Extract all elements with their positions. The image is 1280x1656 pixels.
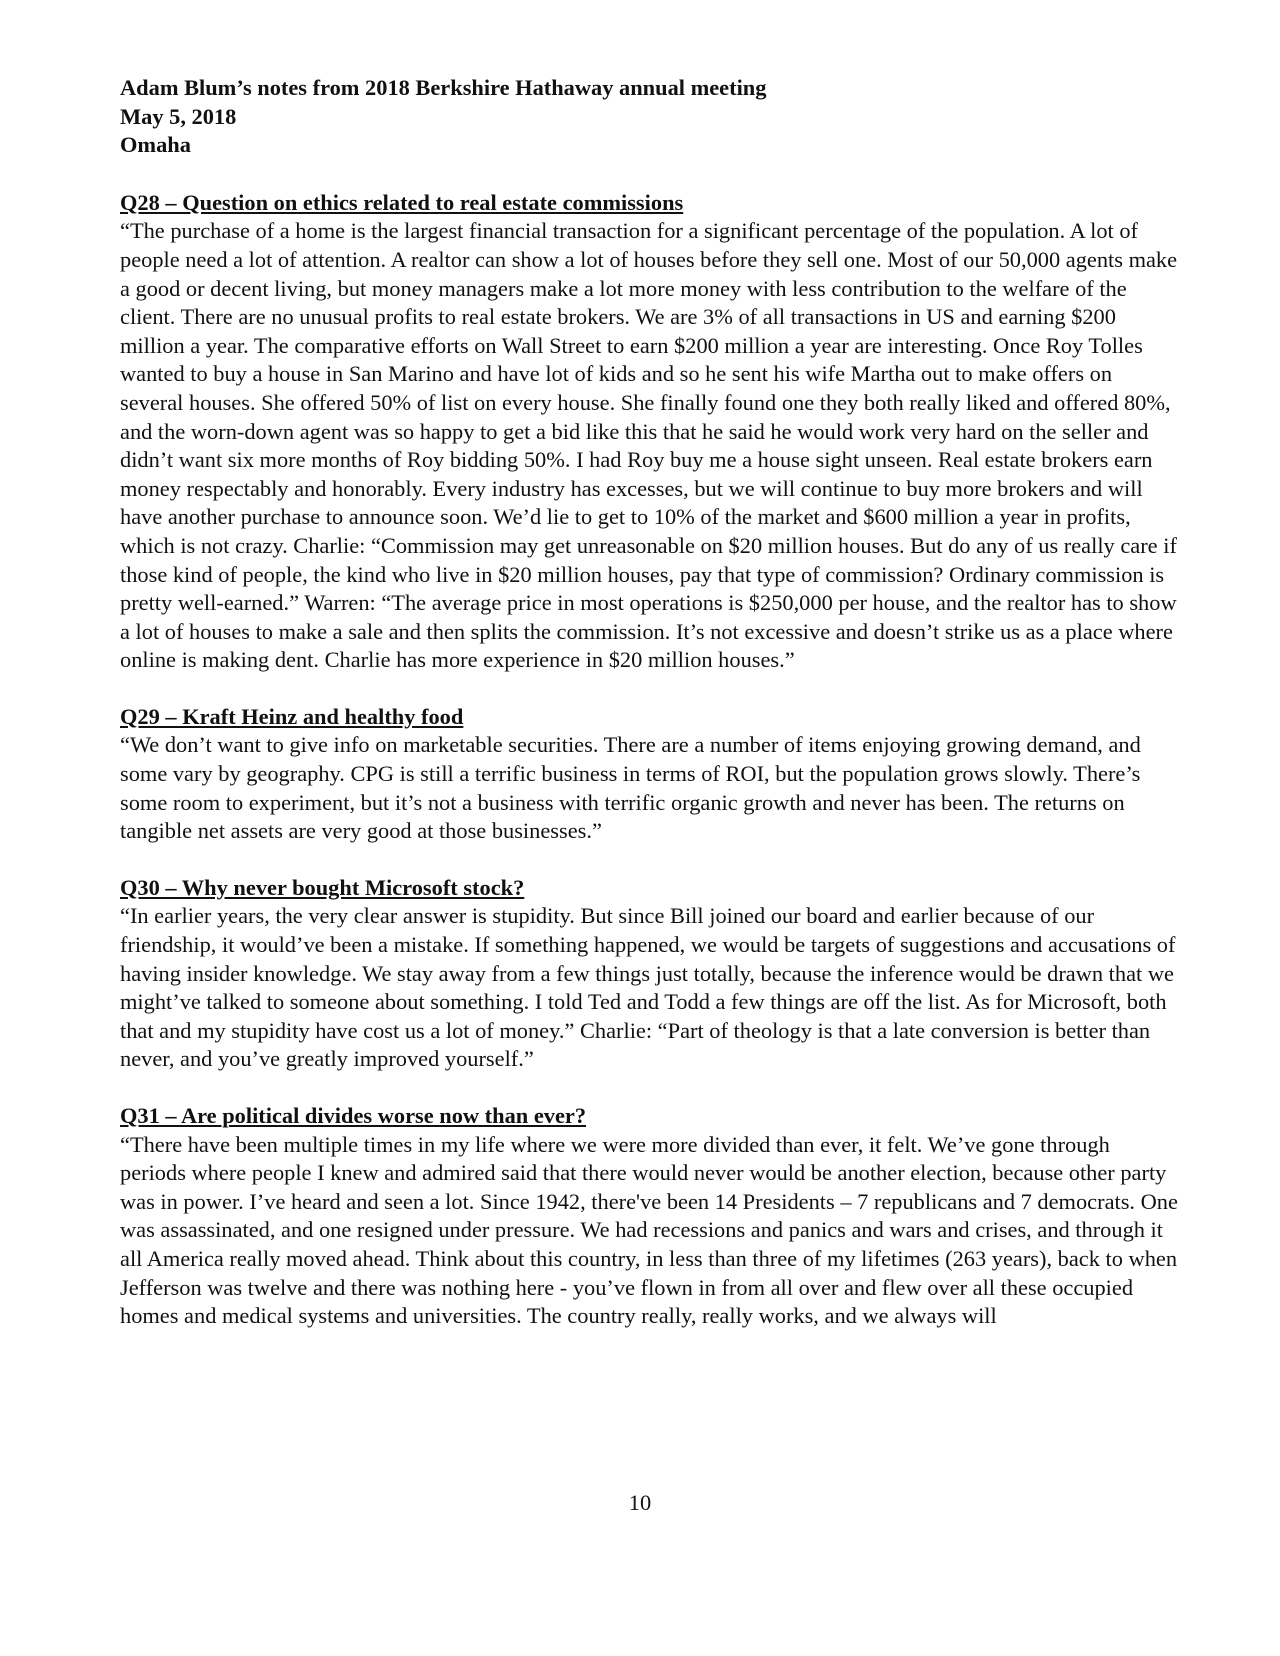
section-q30 bbox=[120, 874, 1180, 1074]
section-body: “The purchase of a home is the largest financial transaction for a significant percentage of the population. A lot of people need a lot of attention. A realtor can show a lot of houses before they sell one. Most of our 50,000 agents make a good or decent living, but money managers make a lot more money with less contribution to the welfare of the client. There are no unusual profits to real estate brokers. We are 3% of all transactions in US and earning $200 million a year. The comparative efforts on Wall Street to earn $200 million a year are interesting. Once Roy Tolles wanted to buy a house in San Marino and have lot of kids and so he sent his wife Martha out to make offers on several houses. She offered 50% of list on every house. She finally found one they both really liked and offered 80%, and the worn-down agent was so happy to get a bid like this that he said he would work very hard on the seller and didn’t want six more months of Roy bidding 50%. I had Roy buy me a house sight unseen. Real estate brokers earn money respectably and honorably. Every industry has excesses, but we will continue to buy more brokers and will have another purchase to announce soon. We’d lie to get to 10% of the market and $600 million a year in profits, which is not crazy. Charlie: “Commission may get unreasonable on $20 million houses. But do any of us really care if those kind of people, the kind who live in $20 million houses, pay that type of commission? Ordinary commission is pretty well-earned.” Warren: “The average price in most operations is $250,000 per house, and the realtor has to show a lot of houses to make a sale and then splits the commission. It’s not excessive and doesn’t strike us as a place where online is making dent. Charlie has more experience in $20 million houses.” bbox=[120, 218, 1178, 673]
section-heading: Q30 – Why never bought Microsoft stock? bbox=[120, 874, 525, 900]
document-date: May 5, 2018 bbox=[120, 103, 237, 129]
section-q31 bbox=[120, 1102, 1180, 1331]
section-body: “We don’t want to give info on marketable securities. There are a number of items enjoying growing demand, and some vary by geography. CPG is still a terrific business in terms of ROI, but the population grows slowly. There’s some room to experiment, but it’s not a business with terrific organic growth and never has been. The returns on tangible net assets are very good at those businesses.” bbox=[120, 732, 1141, 844]
document-location: Omaha bbox=[120, 132, 191, 158]
section-heading: Q28 – Question on ethics related to real estate commissions bbox=[120, 189, 684, 215]
section-q29 bbox=[120, 703, 1180, 846]
page-number: 10 bbox=[628, 1490, 652, 1515]
section-body: “There have been multiple times in my life where we were more divided than ever, it felt. We’ve gone through periods where people I knew and admired said that there would never would be another election, because other party was in power. I’ve heard and seen a lot. Since 1942, there've been 14 Presidents – 7 republicans and 7 democrats. One was assassinated, and one resigned under pressure. We had recessions and panics and wars and crises, and through it all America really moved ahead. Think about this country, in less than three of my lifetimes (263 years), back to when Jefferson was twelve and there was nothing here - you’ve flown in from all over and flew over all these occupied homes and medical systems and universities. The country really, really works, and we always will bbox=[120, 1131, 1178, 1329]
document-header bbox=[120, 74, 1180, 160]
document-page bbox=[120, 74, 1180, 1359]
document-title: Adam Blum’s notes from 2018 Berkshire Hathaway annual meeting bbox=[120, 75, 767, 100]
section-body: “In earlier years, the very clear answer is stupidity. But since Bill joined our board and earlier because of our friendship, it would’ve been a mistake. If something happened, we would be targets of suggestions and accusations of having insider knowledge. We stay away from a few things just totally, because the inference would be drawn that we might’ve talked to someone about something. I told Ted and Todd a few things are off the list. As for Microsoft, both that and my stupidity have cost us a lot of money.” Charlie: “Part of theology is that a late conversion is better than never, and you’ve greatly improved yourself.” bbox=[120, 903, 1176, 1072]
section-heading: Q31 – Are political divides worse now than ever? bbox=[120, 1103, 587, 1128]
section-q28 bbox=[120, 189, 1180, 675]
section-heading: Q29 – Kraft Heinz and healthy food bbox=[120, 703, 464, 729]
